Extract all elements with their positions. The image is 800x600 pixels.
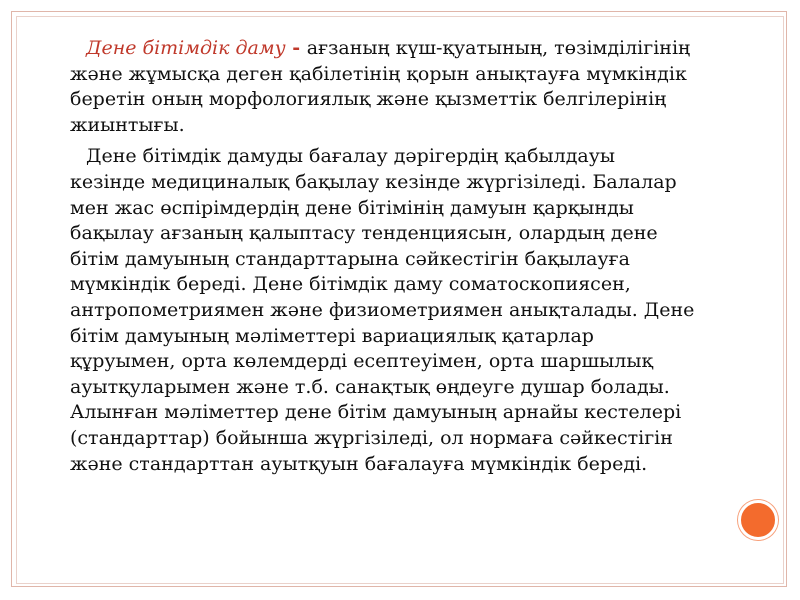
orange-circle-icon [738,500,778,540]
definition-paragraph [70,36,696,138]
slide-body [70,36,696,483]
assessment-paragraph: Дене бітімдік дамуды бағалау дәрігердің қабылдауы кезінде медициналық бақылау кезінде жүргізіледі. Балалар мен жас өспірімдердің дене бітімінің дамуын қарқынды бақылау ағзаның қалыптасу тенденциясын, олардың дене бітім дамуының стандарттарына сәйкестігін бақылауға мүмкіндік береді. Дене бітімдік даму соматоскопиясен, антропометриямен және физиометриямен анықталады. Дене бітім дамуының мәліметтері вариациялық қатарлар құруымен, орта көлемдерді есептеуімен, орта шаршылық ауытқуларымен және т.б. санақтық өңдеуге душар болады. Алынған мәліметтер дене бітім дамуының арнайы кестелері (стандарттар) бойынша жүргізіледі, ол нормаға сәйкестігін және стандарттан ауытқуын бағалауға мүмкіндік береді. [70,145,695,475]
term-heading: Дене бітімдік даму [86,37,286,59]
term-definition: ағзаның күш-қуатының, төзімділігінің және жұмысқа деген қабілетінің қорын анықтауға мүмкіндік беретін оның морфологиялық және қызметтік белгілерінің жиынтығы. [70,37,691,136]
term-dash: - [285,37,307,59]
